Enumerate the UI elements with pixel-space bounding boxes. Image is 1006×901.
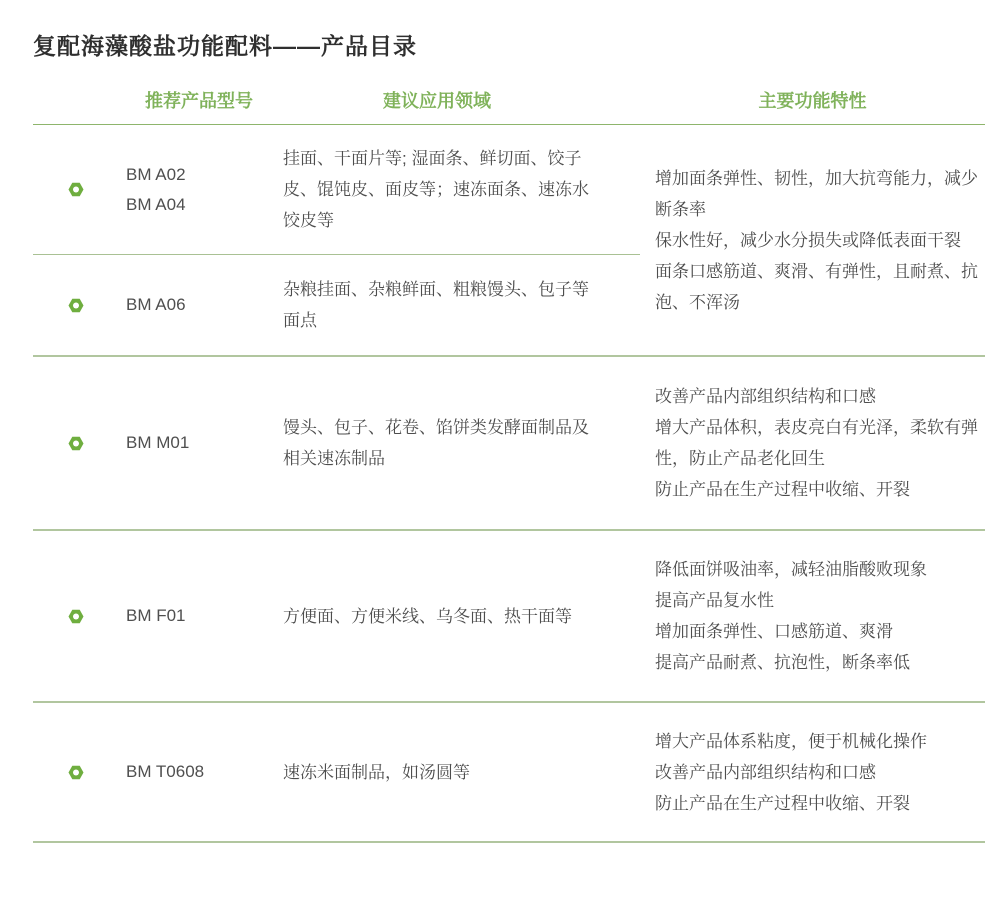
hexagon-nut-icon (68, 182, 84, 197)
product-block-a (33, 125, 985, 357)
product-feature-line: 增加面条弹性、口感筋道、爽滑 (655, 622, 893, 641)
product-feature-line: 改善产品内部组织结构和口感 (655, 762, 876, 782)
page-title: 复配海藻酸盐功能配料——产品目录 (33, 33, 417, 59)
table-header-features: 主要功能特性 (758, 91, 867, 111)
product-model-cell (118, 125, 280, 255)
product-model: BM F01 (126, 606, 186, 625)
bullet-cell (33, 255, 118, 355)
hexagon-nut-icon (68, 436, 84, 451)
hexagon-nut-icon (68, 298, 84, 313)
product-block-d (33, 703, 985, 843)
table-header-row (33, 87, 985, 125)
product-applications: 杂粮挂面、杂粮鲜面、粗粮馒头、包子等面点 (283, 280, 589, 330)
hexagon-nut-icon (68, 765, 84, 780)
hexagon-nut-icon (68, 609, 84, 624)
product-block-c (33, 531, 985, 703)
bullet-cell (33, 531, 118, 701)
table-header-applications: 建议应用领域 (383, 91, 491, 111)
product-applications: 速冻米面制品，如汤圆等 (283, 762, 470, 782)
product-features (640, 703, 985, 841)
product-model: BM A02 (126, 164, 186, 184)
product-block-b (33, 357, 985, 531)
bullet-cell (33, 357, 118, 529)
product-feature-line: 面条口感筋道、爽滑、有弹性，且耐煮、抗泡、不浑汤 (655, 261, 978, 312)
product-applications: 挂面、干面片等; 湿面条、鲜切面、饺子皮、馄饨皮、面皮等；速冻面条、速冻水饺皮等 (280, 125, 640, 255)
product-feature-line: 降低面饼吸油率，减轻油脂酸败现象 (655, 560, 927, 579)
product-model: BM A06 (126, 295, 186, 314)
product-model: BM A04 (126, 194, 186, 214)
product-model: BM T0608 (126, 762, 205, 781)
product-feature-line: 改善产品内部组织结构和口感 (655, 387, 876, 406)
product-model-cell (118, 255, 280, 355)
product-model-cell (118, 357, 280, 529)
product-model-cell (118, 531, 280, 701)
product-model-cell (118, 703, 280, 841)
product-feature-line: 防止产品在生产过程中收缩、开裂 (655, 793, 910, 813)
product-feature-line: 提高产品复水性 (655, 591, 774, 610)
product-feature-line: 保水性好，减少水分损失或降低表面干裂 (655, 230, 961, 250)
bullet-cell (33, 703, 118, 841)
table-header-model: 推荐产品型号 (145, 91, 253, 111)
product-features (640, 125, 985, 355)
product-features (640, 531, 985, 701)
product-feature-line: 增大产品体积，表皮亮白有光泽，柔软有弹性，防止产品老化回生 (655, 418, 978, 468)
bullet-cell (33, 125, 118, 255)
product-feature-line: 增大产品体系粘度，便于机械化操作 (655, 731, 927, 751)
product-model: BM M01 (126, 433, 190, 452)
product-applications: 馒头、包子、花卷、馅饼类发酵面制品及相关速冻制品 (283, 418, 589, 468)
product-feature-line: 防止产品在生产过程中收缩、开裂 (655, 480, 910, 499)
product-feature-line: 增加面条弹性、韧性，加大抗弯能力，减少断条率 (655, 168, 978, 219)
product-applications: 方便面、方便米线、乌冬面、热干面等 (283, 606, 572, 626)
product-feature-line: 提高产品耐煮、抗泡性，断条率低 (655, 653, 910, 672)
product-features (640, 357, 985, 529)
